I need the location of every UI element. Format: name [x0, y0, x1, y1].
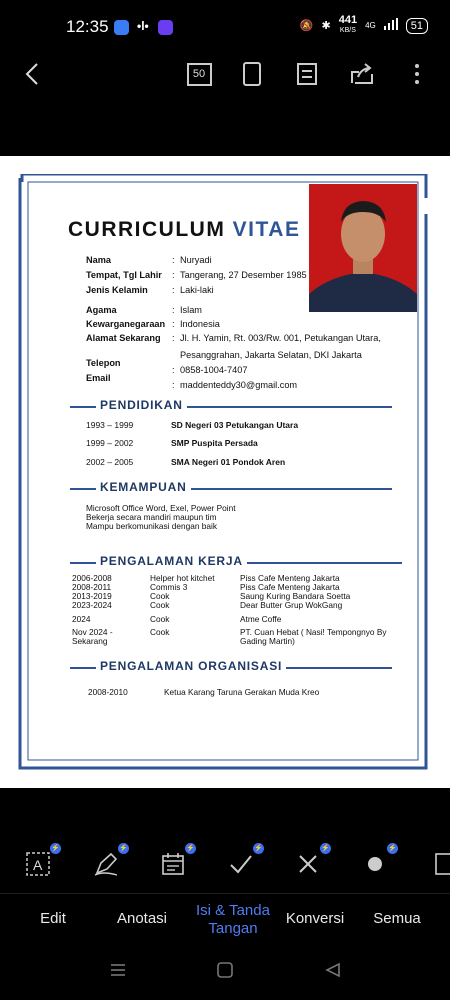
label-email: Email: [86, 373, 111, 383]
profile-photo: [309, 184, 417, 312]
org-years: 2008-2010: [88, 687, 128, 697]
work-years: Nov 2024 -: [72, 627, 113, 637]
work-place: Piss Cafe Menteng Jakarta: [240, 573, 340, 583]
education-years: 2002 – 2005: [86, 457, 134, 467]
square-icon: [216, 962, 234, 978]
reading-mode-button[interactable]: [238, 60, 266, 88]
more-options-button[interactable]: [403, 60, 431, 88]
status-right: [300, 16, 428, 35]
bluetooth-icon: ✱: [321, 20, 331, 32]
work-place: Saung Kuring Bandara Soetta: [240, 591, 351, 601]
value-alamat-line2: Pesanggrahan, Jakarta Selatan, DKI Jakarta: [180, 350, 362, 360]
svg-text:A: A: [33, 857, 43, 873]
label-alamat: Alamat Sekarang: [86, 333, 161, 343]
education-school: SD Negeri 03 Petukangan Utara: [171, 420, 299, 430]
premium-badge-icon: ⚡: [119, 845, 128, 852]
work-role: Helper hot kitchet: [150, 573, 215, 583]
battery-indicator: 51: [406, 18, 428, 34]
skill-item: Mampu berkomunikasi dengan baik: [86, 521, 217, 531]
text-box-icon: [25, 851, 51, 877]
signal-icon: [384, 18, 398, 33]
text-view-button[interactable]: [293, 60, 321, 88]
tab-edit[interactable]: Edit: [40, 910, 66, 927]
value-alamat-line1: Jl. H. Yamin, Rt. 003/Rw. 001, Petukangan Utara,: [180, 333, 381, 343]
shape-tool[interactable]: [428, 849, 450, 879]
label-telepon: Telepon: [86, 358, 121, 368]
back-arrow-icon: [24, 62, 40, 86]
label-ttl: Tempat, Tgl Lahir: [86, 270, 162, 280]
skill-item: Microsoft Office Word, Exel, Power Point: [86, 503, 236, 513]
cv-title-part1: CURRICULUM: [68, 218, 226, 241]
value-agama: Islam: [180, 305, 202, 315]
net-speed: 441: [338, 14, 358, 26]
page-count-value: 50: [187, 63, 212, 86]
tab-anotasi[interactable]: Anotasi: [116, 910, 168, 927]
work-place: Gading Martin): [240, 636, 295, 646]
work-role: Cook: [150, 627, 170, 637]
work-years: 2024: [72, 614, 91, 624]
label-nama: Nama: [86, 255, 112, 265]
label-kewarganegaraan: Kewarganegaraan: [86, 319, 166, 329]
date-tool[interactable]: [158, 845, 195, 879]
work-years: 2006-2008: [72, 573, 112, 583]
share-button[interactable]: [348, 60, 376, 88]
work-place: Dear Butter Grup WokGang: [240, 600, 343, 610]
skills-heading: KEMAMPUAN: [96, 480, 191, 494]
share-icon: [349, 62, 375, 86]
pen-icon: [93, 851, 119, 877]
education-years: 1999 – 2002: [86, 438, 134, 448]
tab-semua[interactable]: Semua: [373, 910, 421, 927]
education-years: 1993 – 1999: [86, 420, 134, 430]
work-years: Sekarang: [72, 636, 108, 646]
rectangle-icon: [432, 851, 450, 877]
education-school: SMA Negeri 01 Pondok Aren: [171, 457, 286, 467]
calendar-icon: [160, 851, 186, 877]
edit-text-tool[interactable]: [23, 845, 60, 879]
org-desc: Ketua Karang Taruna Gerakan Muda Kreo: [164, 687, 320, 697]
dot-icon: [362, 851, 388, 877]
work-place: Piss Cafe Menteng Jakarta: [240, 582, 340, 592]
system-back-button[interactable]: [324, 962, 342, 983]
value-kewarganegaraan: Indonesia: [180, 319, 220, 329]
work-years: 2023-2024: [72, 600, 112, 610]
skill-item: Bekerja secara mandiri maupun tim: [86, 512, 217, 522]
premium-badge-icon: ⚡: [186, 845, 195, 852]
work-role: Cook: [150, 614, 170, 624]
phone-view-icon: [241, 61, 263, 87]
education-school: SMP Puspita Persada: [171, 438, 258, 448]
work-place: Atme Coffe: [240, 614, 282, 624]
value-jenis-kelamin: Laki-laki: [180, 285, 214, 295]
mute-icon: 🔕: [299, 20, 314, 32]
status-bar: [0, 0, 450, 56]
app-notification-icon: [114, 20, 129, 35]
document-list-icon: [296, 62, 318, 86]
network-type: 4G: [365, 21, 376, 30]
premium-badge-icon: ⚡: [254, 845, 263, 852]
tab-isi-tanda-tangan[interactable]: Isi & Tanda Tangan: [196, 902, 270, 937]
value-email: maddenteddy30@gmail.com: [180, 380, 298, 390]
premium-badge-icon: ⚡: [388, 845, 397, 852]
work-place: PT. Cuan Hebat ( Nasi! Tempongnyo By: [240, 627, 387, 637]
education-heading: PENDIDIKAN: [96, 398, 187, 412]
checkmark-tool[interactable]: [226, 845, 263, 879]
page-count-button[interactable]: [185, 60, 213, 88]
more-vertical-icon: [414, 63, 420, 85]
cv-title-part2: VITAE: [232, 218, 301, 241]
organization-heading: PENGALAMAN ORGANISASI: [96, 659, 286, 673]
cv-title: [68, 218, 300, 242]
cross-tool[interactable]: [293, 845, 330, 879]
recent-apps-button[interactable]: [109, 962, 127, 983]
label-jenis-kelamin: Jenis Kelamin: [86, 285, 148, 295]
cross-icon: [295, 851, 321, 877]
triangle-back-icon: [324, 962, 342, 978]
premium-badge-icon: ⚡: [321, 845, 330, 852]
tab-konversi[interactable]: Konversi: [285, 910, 345, 927]
annotate-tool[interactable]: [91, 845, 128, 879]
premium-badge-icon: ⚡: [51, 845, 60, 852]
value-nama: Nuryadi: [180, 255, 212, 265]
work-years: 2013-2019: [72, 591, 112, 601]
work-role: Cook: [150, 600, 170, 610]
status-time: 12:35: [66, 17, 109, 36]
net-speed-unit: KB/S: [339, 27, 356, 34]
value-telepon: 0858-1004-7407: [180, 365, 248, 375]
label-agama: Agama: [86, 305, 117, 315]
check-icon: [228, 851, 254, 877]
work-years: 2008-2011: [72, 582, 112, 592]
work-heading: PENGALAMAN KERJA: [96, 554, 247, 568]
dot-tool[interactable]: [360, 845, 397, 879]
back-button[interactable]: [18, 60, 46, 88]
home-button[interactable]: [216, 962, 234, 983]
value-ttl: Tangerang, 27 Desember 1985: [180, 270, 307, 280]
toolbar-divider: [0, 893, 450, 894]
link-notification-icon: •l•: [137, 19, 149, 33]
work-role: Commis 3: [150, 582, 188, 592]
work-role: Cook: [150, 591, 170, 601]
chat-notification-icon: [158, 20, 173, 35]
menu-icon: [109, 962, 127, 978]
